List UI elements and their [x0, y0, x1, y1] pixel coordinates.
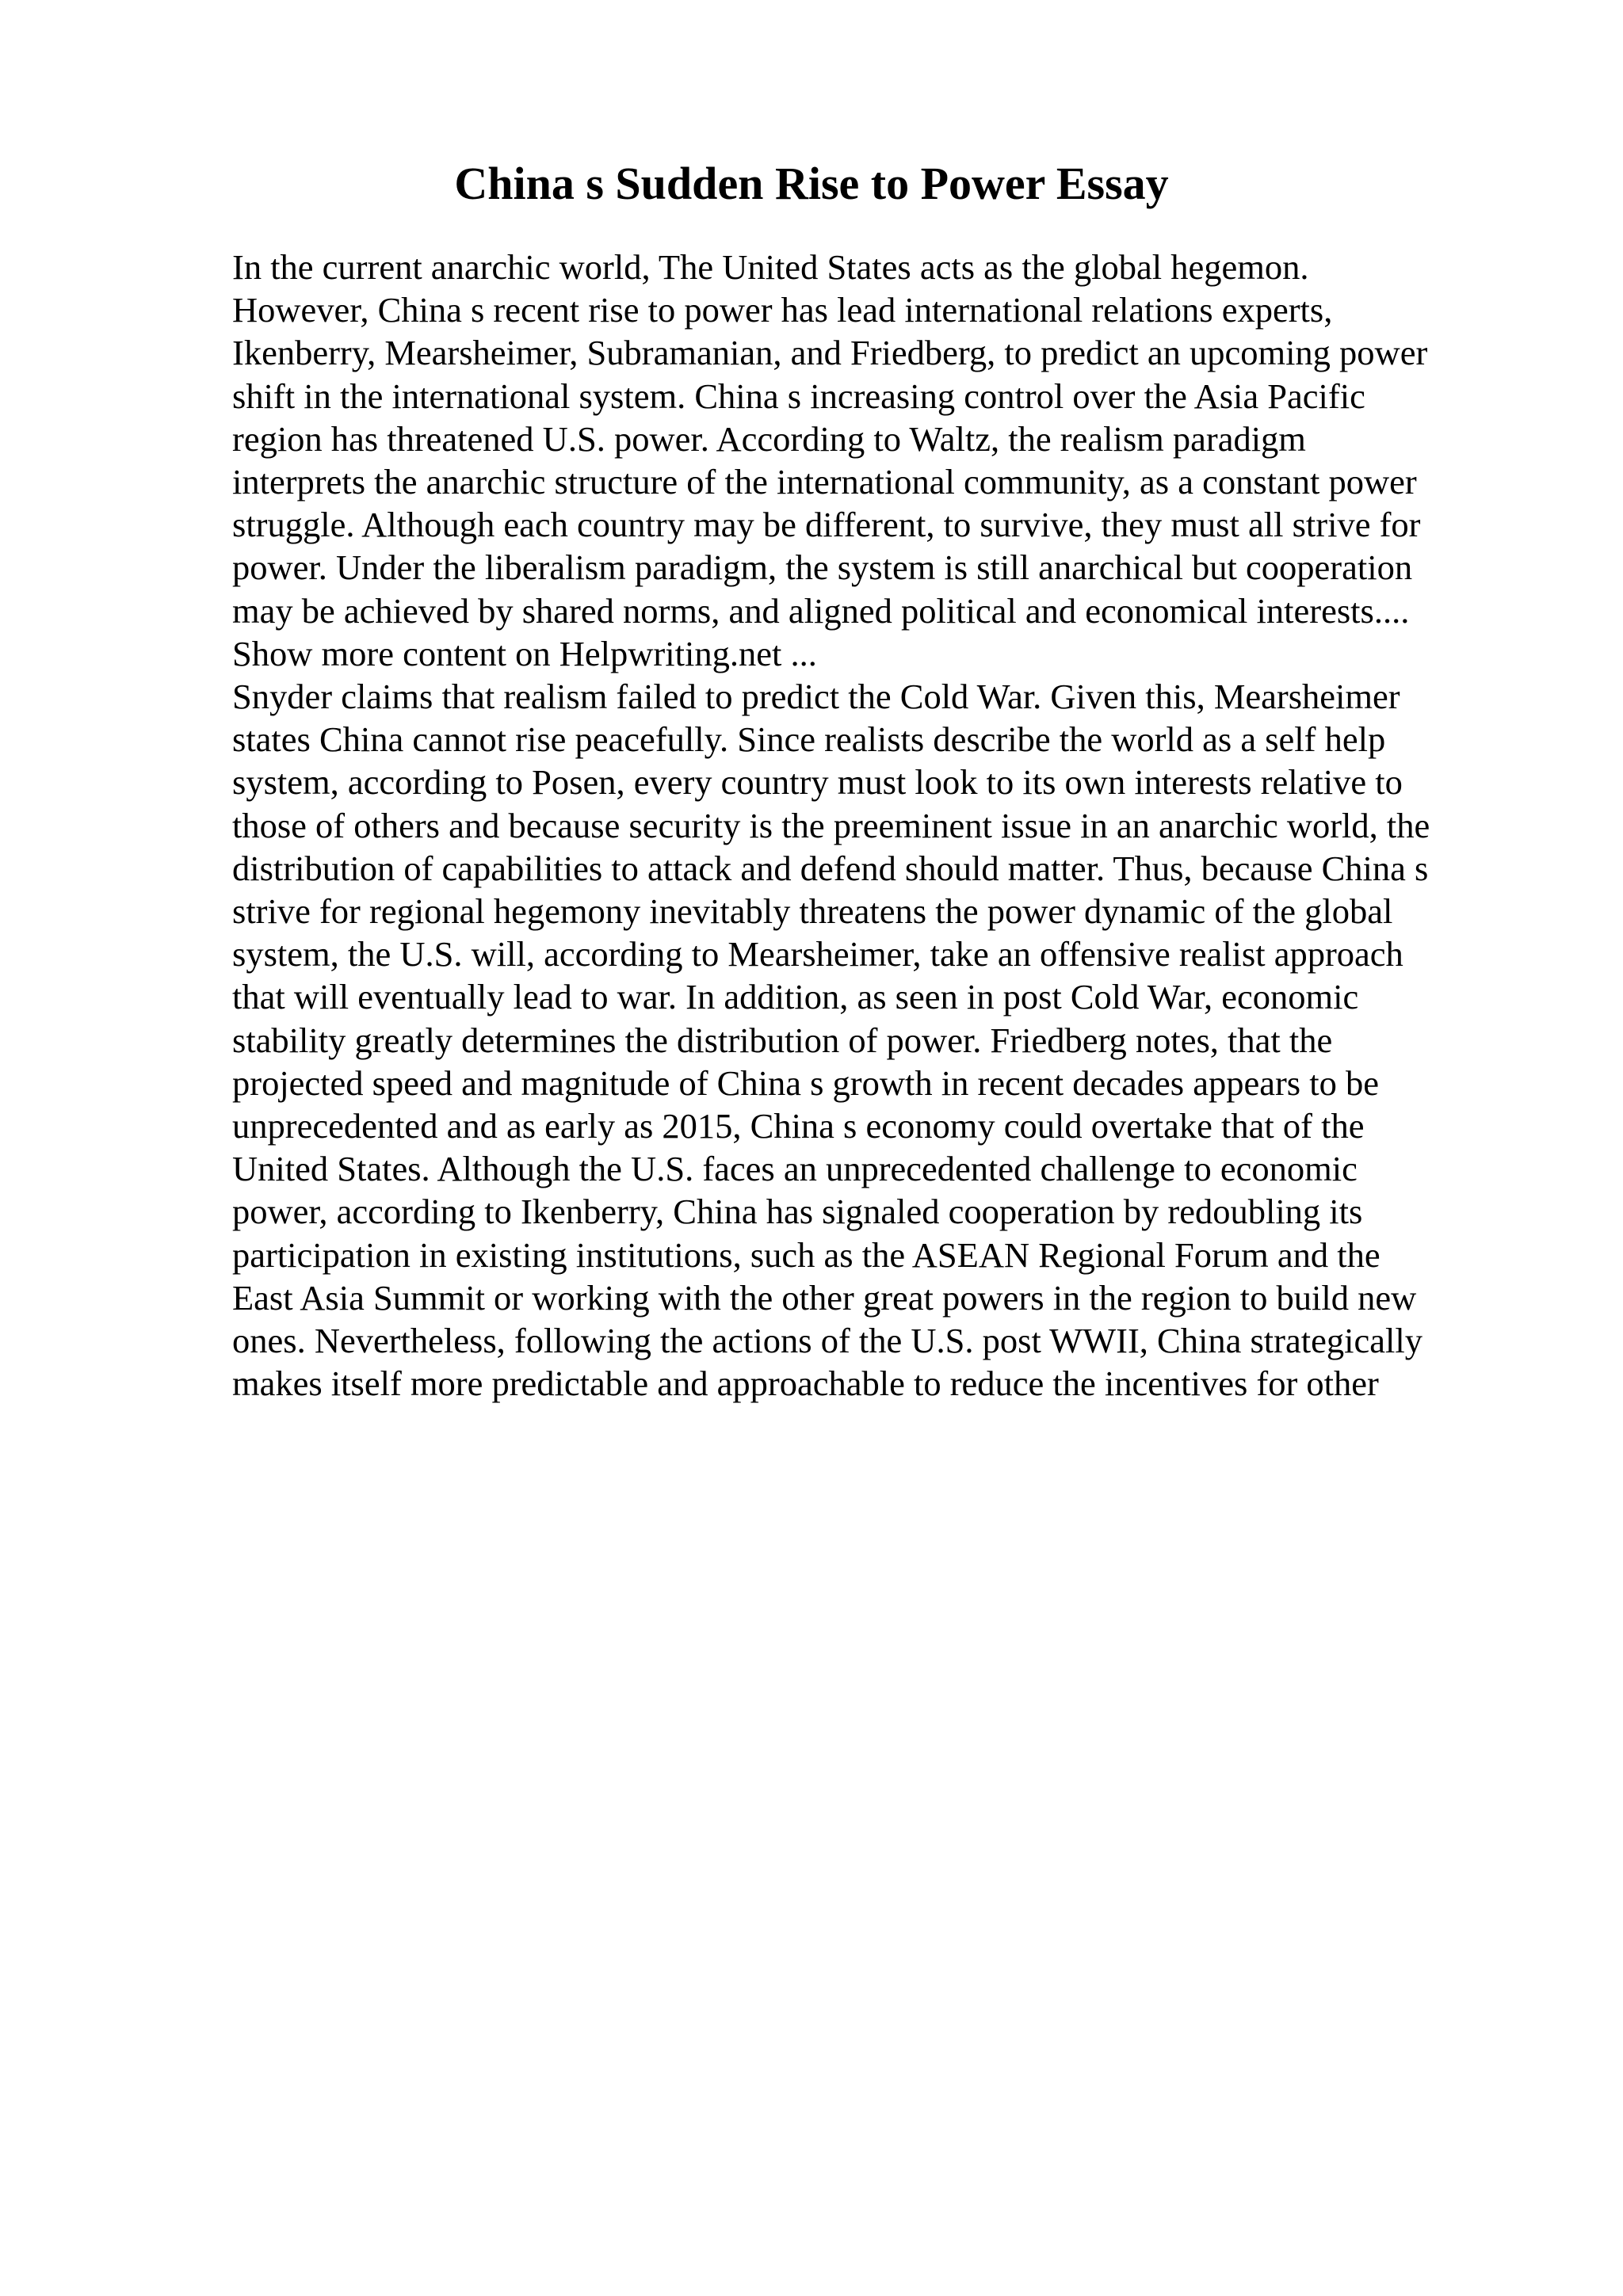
text-line: projected speed and magnitude of China s growth in recent decades appears to be: [232, 1062, 1379, 1103]
essay-body: [232, 246, 1595, 1405]
text-line: However, China s recent rise to power has lead international relations experts,: [232, 290, 1333, 330]
text-line: region has threatened U.S. power. According to Waltz, the realism paradigm: [232, 418, 1306, 459]
text-line: system, according to Posen, every country must look to its own interests relative to: [232, 762, 1403, 803]
text-line: system, the U.S. will, according to Mearsheimer, take an offensive realist approach: [232, 934, 1403, 974]
page-title: China s Sudden Rise to Power Essay: [454, 158, 1169, 209]
text-line: East Asia Summit or working with the other great powers in the region to build new: [232, 1277, 1417, 1318]
text-line: In the current anarchic world, The United States acts as the global hegemon.: [232, 247, 1309, 287]
text-line: makes itself more predictable and approachable to reduce the incentives for other: [232, 1363, 1379, 1404]
text-line: states China cannot rise peacefully. Since realists describe the world as a self help: [232, 719, 1386, 760]
text-line: Snyder claims that realism failed to predict the Cold War. Given this, Mearsheimer: [232, 677, 1400, 717]
text-line: distribution of capabilities to attack and defend should matter. Thus, because China s: [232, 848, 1429, 888]
text-line: interprets the anarchic structure of the international community, as a constant power: [232, 462, 1417, 502]
text-line: United States. Although the U.S. faces an unprecedented challenge to economic: [232, 1149, 1358, 1189]
text-line: power. Under the liberalism paradigm, the system is still anarchical but cooperation: [232, 547, 1413, 588]
text-line: those of others and because security is the preeminent issue in an anarchic world, the: [232, 805, 1430, 845]
text-line: power, according to Ikenberry, China has signaled cooperation by redoubling its: [232, 1192, 1363, 1232]
show-more-link[interactable]: Show more content on Helpwriting.net ...: [232, 633, 817, 673]
text-line: participation in existing institutions, such as the ASEAN Regional Forum and the: [232, 1234, 1381, 1275]
text-line: shift in the international system. China s increasing control over the Asia Pacific: [232, 376, 1365, 416]
text-line: stability greatly determines the distribution of power. Friedberg notes, that the: [232, 1020, 1333, 1060]
text-line: ones. Nevertheless, following the actions of the U.S. post WWII, China strategically: [232, 1321, 1423, 1361]
text-line: struggle. Although each country may be different, to survive, they must all strive for: [232, 505, 1421, 545]
text-line: unprecedented and as early as 2015, China s economy could overtake that of the: [232, 1106, 1365, 1146]
text-line: may be achieved by shared norms, and aligned political and economical interests....: [232, 590, 1410, 631]
text-line: that will eventually lead to war. In addition, as seen in post Cold War, economic: [232, 977, 1359, 1017]
text-line: strive for regional hegemony inevitably threatens the power dynamic of the global: [232, 891, 1393, 932]
text-line: Ikenberry, Mearsheimer, Subramanian, and Friedberg, to predict an upcoming power: [232, 333, 1428, 373]
